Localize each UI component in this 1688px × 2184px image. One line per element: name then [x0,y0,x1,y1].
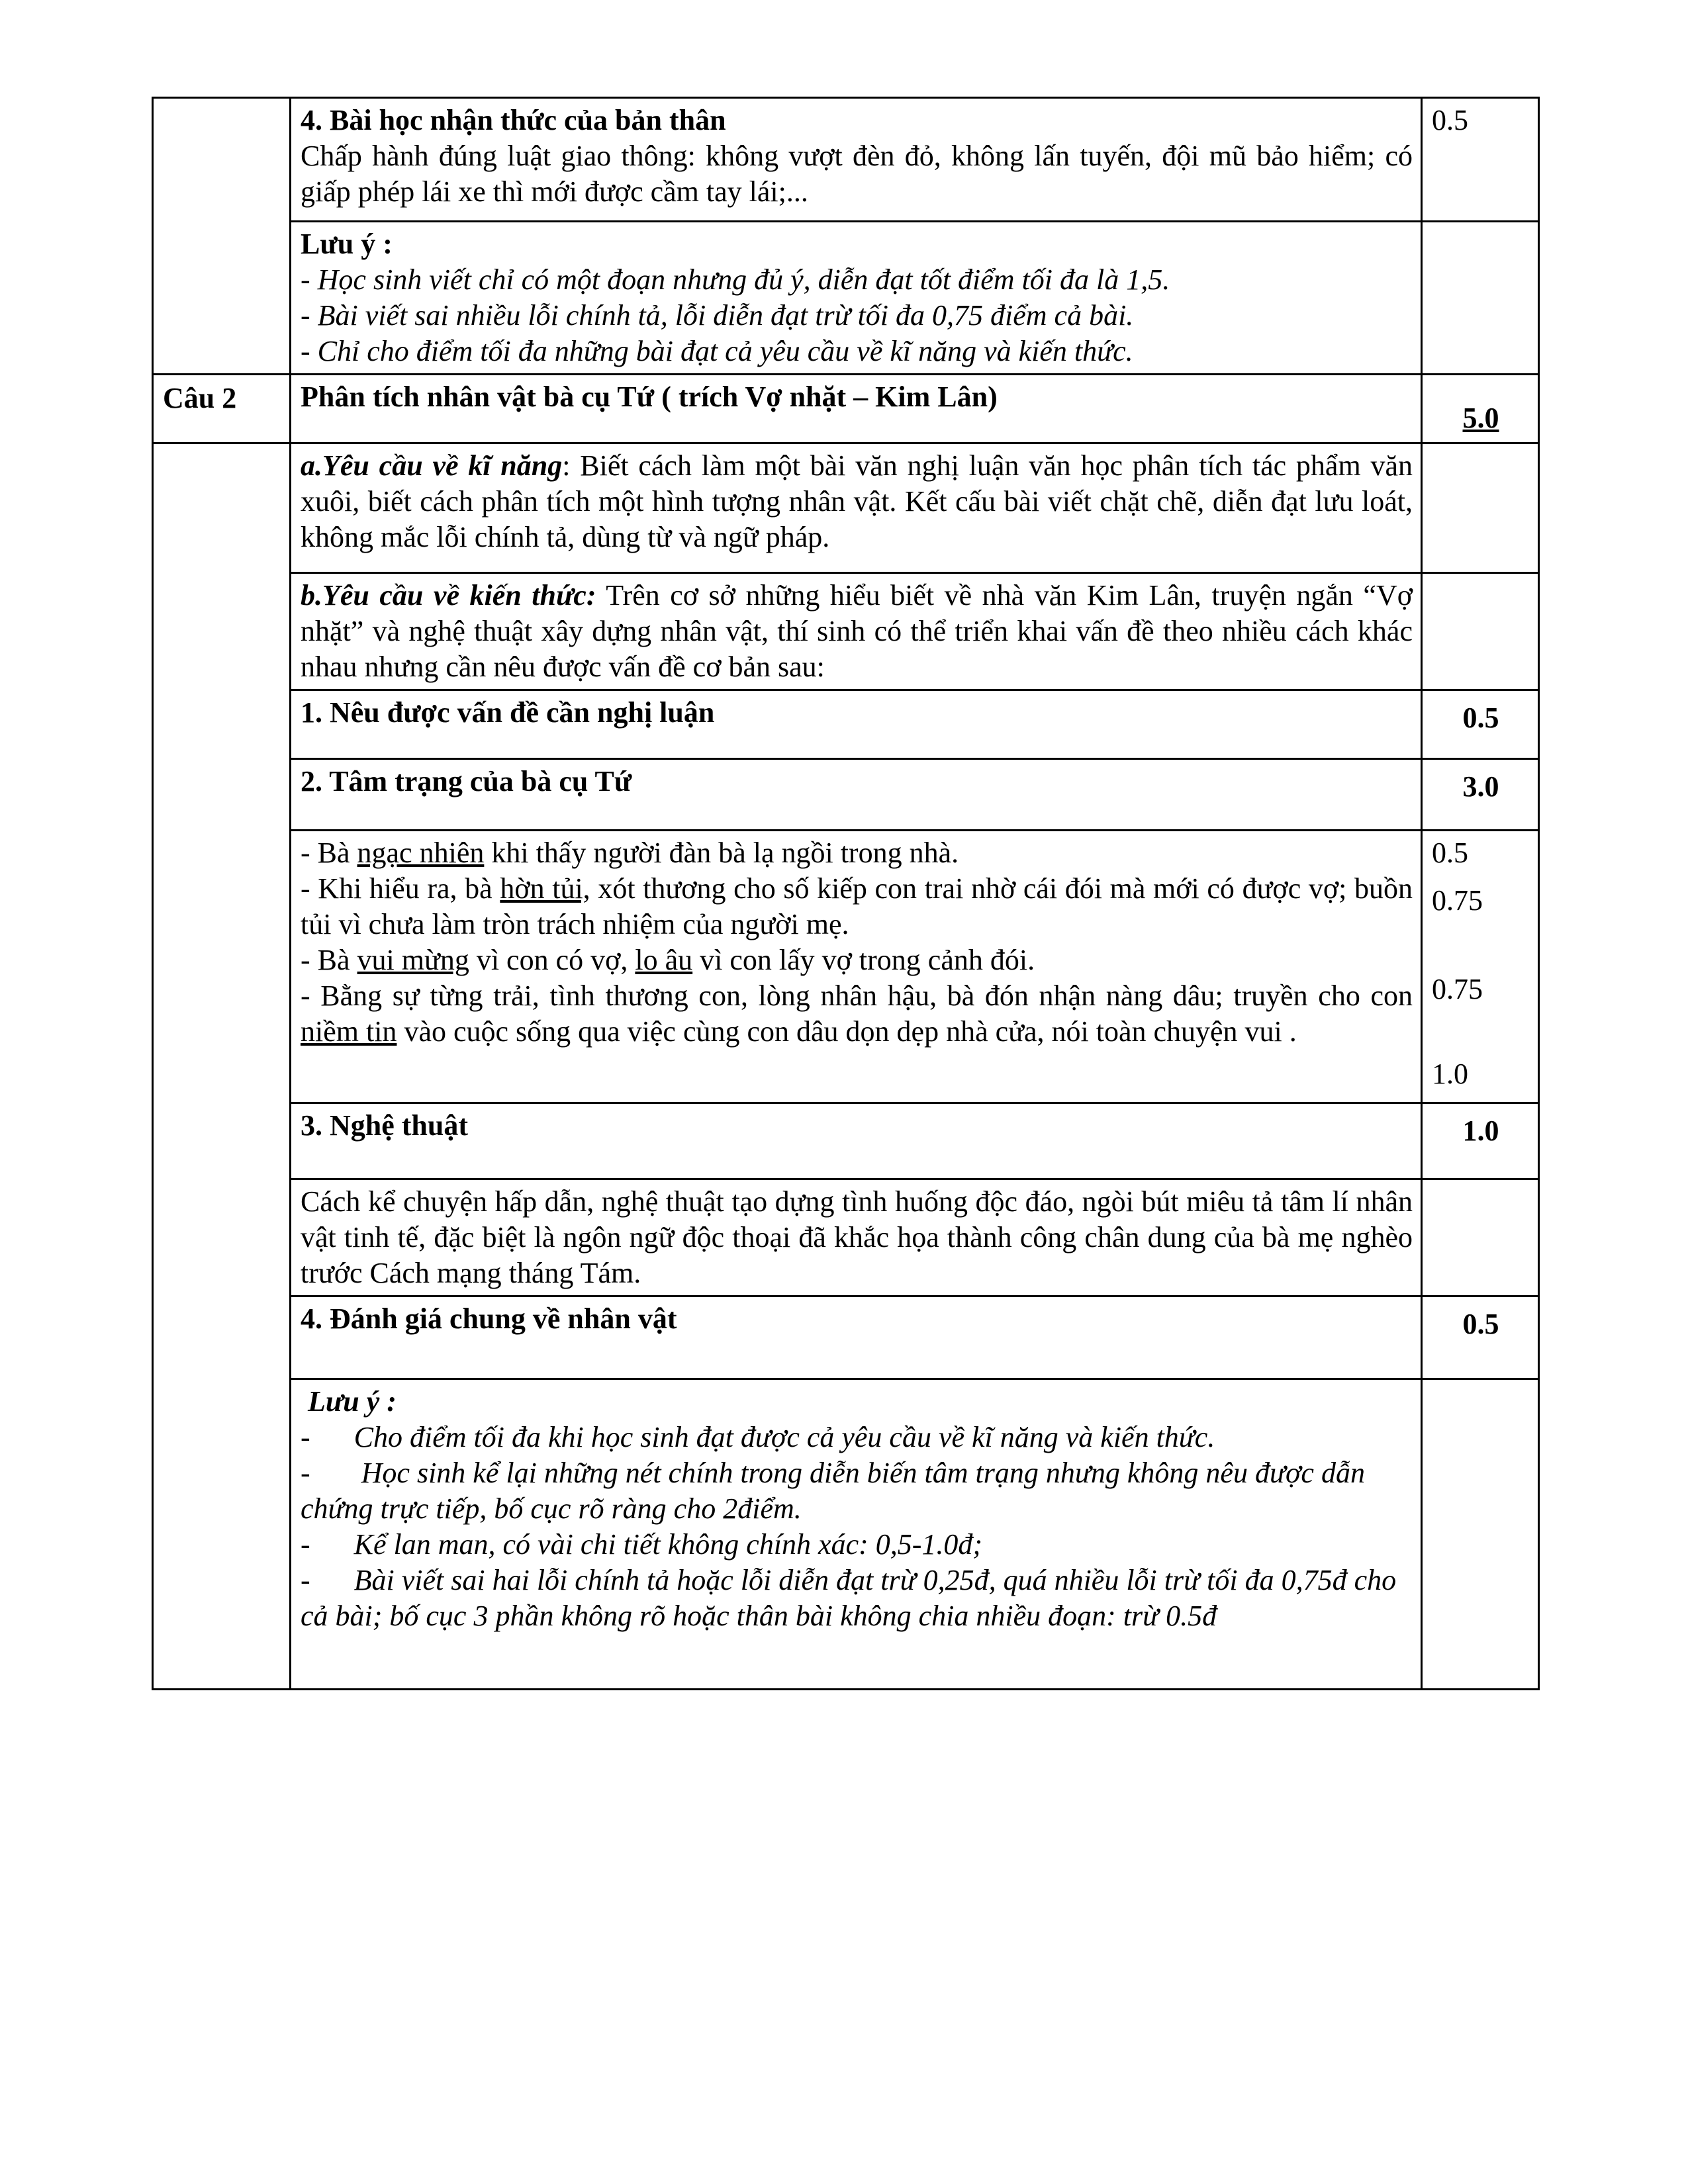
bullet-underline: vui mừng [357,943,469,976]
row-skill [153,443,1539,572]
mark-value: 0.5 [1462,701,1499,734]
bullet-text: - Khi hiểu ra, bà [301,872,500,905]
analysis-marks-cell [1422,830,1539,1103]
knowledge-cell [291,572,1422,690]
note2-line: - Học sinh kể lại những nét chính trong diễn biến tâm trạng nhưng không nêu được dẫn chứng trực tiếp, bố cục rõ ràng cho 2điểm. [301,1456,1372,1525]
point2-mark-cell [1422,758,1539,830]
mark-value: 0.75 [1432,884,1483,917]
question2-label: Câu 2 [153,374,291,443]
analysis-cell [291,830,1422,1103]
bullet-underline: hờn tủi, [500,872,590,905]
mark-value: 0.5 [1432,836,1468,869]
row-question2 [153,374,1539,443]
question-column-empty-top [153,98,291,375]
art-cell [291,1179,1422,1296]
point2-heading: 2. Tâm trạng của bà cụ Tứ [301,764,632,797]
bullet-text: vì con có vợ, [469,943,635,976]
row-point2 [153,758,1539,830]
note2-mark-cell [1422,1379,1539,1689]
row-art [153,1179,1539,1296]
knowledge-mark-cell [1422,572,1539,690]
bullet-text: khi thấy người đàn bà lạ ngồi trong nhà. [484,836,959,869]
mark-value: 0.5 [1432,104,1468,136]
bullet-text: xót thương cho số kiếp con trai nhờ cái đói mà mới có được vợ; buồn tủi vì chưa làm tròn trách nhiệm của người mẹ. [301,872,1413,940]
point1-mark-cell [1422,690,1539,758]
lesson-body: Chấp hành đúng luật giao thông: không vượt đèn đỏ, không lấn tuyến, đội mũ bảo hiểm; có giấp phép lái xe thì mới được cầm tay lái;... [301,139,1413,208]
bullet-text: - Bà [301,836,357,869]
knowledge-lead: b.Yêu cầu về kiến thức: [301,578,596,612]
row-lesson [153,98,1539,222]
row-point3 [153,1103,1539,1179]
mark-value: 1.0 [1432,1057,1468,1090]
grading-rubric-table [152,97,1540,1690]
analysis-bullet-1 [301,835,1413,871]
row-point1 [153,690,1539,758]
analysis-bullet-4 [301,978,1413,1050]
row-point4 [153,1296,1539,1379]
bullet-text: - Bằng sự từng trải, tình thương con, lòng nhân hậu, bà đón nhận nàng dâu; truyền cho con [301,979,1413,1012]
bullet-underline: lo âu [635,943,693,976]
point3-heading: 3. Nghệ thuật [301,1109,469,1142]
point4-mark-cell [1422,1296,1539,1379]
mark-value: 1.0 [1462,1114,1499,1147]
note2-line: - Cho điểm tối đa khi học sinh đạt được cả yêu cầu về kĩ năng và kiến thức. [301,1420,1215,1453]
mark-value: 0.75 [1432,972,1483,1005]
lesson-mark-cell [1422,98,1539,222]
mark-value: 3.0 [1462,770,1499,803]
art-body: Cách kể chuyện hấp dẫn, nghệ thuật tạo dựng tình huống độc đáo, ngòi bút miêu tả tâm lí nhân vật tinh tế, đặc biệt là ngôn ngữ độc thoại đã khắc họa thành công chân dung của bà mẹ nghèo trước Cách mạng tháng Tám. [301,1185,1413,1289]
point1-cell [291,690,1422,758]
analysis-bullet-3 [301,942,1413,978]
point1-heading: 1. Nêu được vấn đề cần nghị luận [301,696,715,729]
note1-mark-cell [1422,222,1539,375]
note1-line: - Học sinh viết chỉ có một đoạn nhưng đủ ý, diễn đạt tốt điểm tối đa là 1,5. [301,263,1170,296]
bullet-text: vì con lấy vợ trong cảnh đói. [692,943,1035,976]
note1-heading: Lưu ý : [301,228,393,260]
row-knowledge [153,572,1539,690]
note1-cell [291,222,1422,375]
question2-title-cell [291,374,1422,443]
skill-lead: a.Yêu cầu về kĩ năng [301,449,563,482]
row-analysis [153,830,1539,1103]
note2-line: - Kể lan man, có vài chi tiết không chính xác: 0,5-1.0đ; [301,1527,983,1561]
question-column-empty-bottom [153,443,291,1689]
lesson-heading: 4. Bài học nhận thức của bản thân [301,104,726,136]
mark-value: 5.0 [1462,401,1499,434]
skill-body: : Biết cách làm một bài văn nghị luận văn học phân tích tác phẩm văn xuôi, biết cách phân tích một hình tượng nhân vật. Kết cấu bài viết chặt chẽ, diễn đạt lưu loát, không mắc lỗi chính tả, dùng từ và ngữ pháp. [301,449,1413,553]
note1-line: - Chỉ cho điểm tối đa những bài đạt cả yêu cầu về kĩ năng và kiến thức. [301,334,1133,367]
skill-mark-cell [1422,443,1539,572]
mark-value: 0.5 [1462,1307,1499,1340]
art-mark-cell [1422,1179,1539,1296]
note1-line: - Bài viết sai nhiều lỗi chính tả, lỗi diễn đạt trừ tối đa 0,75 điểm cả bài. [301,298,1134,332]
point2-cell [291,758,1422,830]
skill-cell [291,443,1422,572]
knowledge-body: Trên cơ sở những hiểu biết về nhà văn Kim Lân, truyện ngắn “Vợ nhặt” và nghệ thuật xây dựng nhân vật, thí sinh có thể triển khai vấn đề theo nhiều cách khác nhau nhưng cần nêu được vấn đề cơ bản sau: [301,578,1413,683]
analysis-bullet-2 [301,871,1413,942]
point3-mark-cell [1422,1103,1539,1179]
bullet-underline: ngạc nhiên [357,836,485,869]
point3-cell [291,1103,1422,1179]
point4-cell [291,1296,1422,1379]
point4-heading: 4. Đánh giá chung về nhân vật [301,1302,677,1335]
bullet-text: - Bà [301,943,357,976]
row-note2 [153,1379,1539,1689]
note2-cell [291,1379,1422,1689]
lesson-cell [291,98,1422,222]
note2-heading: Lưu ý : [301,1385,397,1418]
bullet-underline: niềm tin [301,1015,397,1048]
question2-title: Phân tích nhân vật bà cụ Tứ ( trích Vợ nhặt – Kim Lân) [301,380,998,413]
note2-line: - Bài viết sai hai lỗi chính tả hoặc lỗi diễn đạt trừ 0,25đ, quá nhiều lỗi trừ tối đa 0,75đ cho cả bài; bố cục 3 phần không rõ hoặc thân bài không chia nhiều đoạn: trừ 0.5đ [301,1563,1404,1632]
question2-mark-cell [1422,374,1539,443]
bullet-text: vào cuộc sống qua việc cùng con dâu dọn dẹp nhà cửa, nói toàn chuyện vui . [397,1015,1297,1048]
row-note1 [153,222,1539,375]
